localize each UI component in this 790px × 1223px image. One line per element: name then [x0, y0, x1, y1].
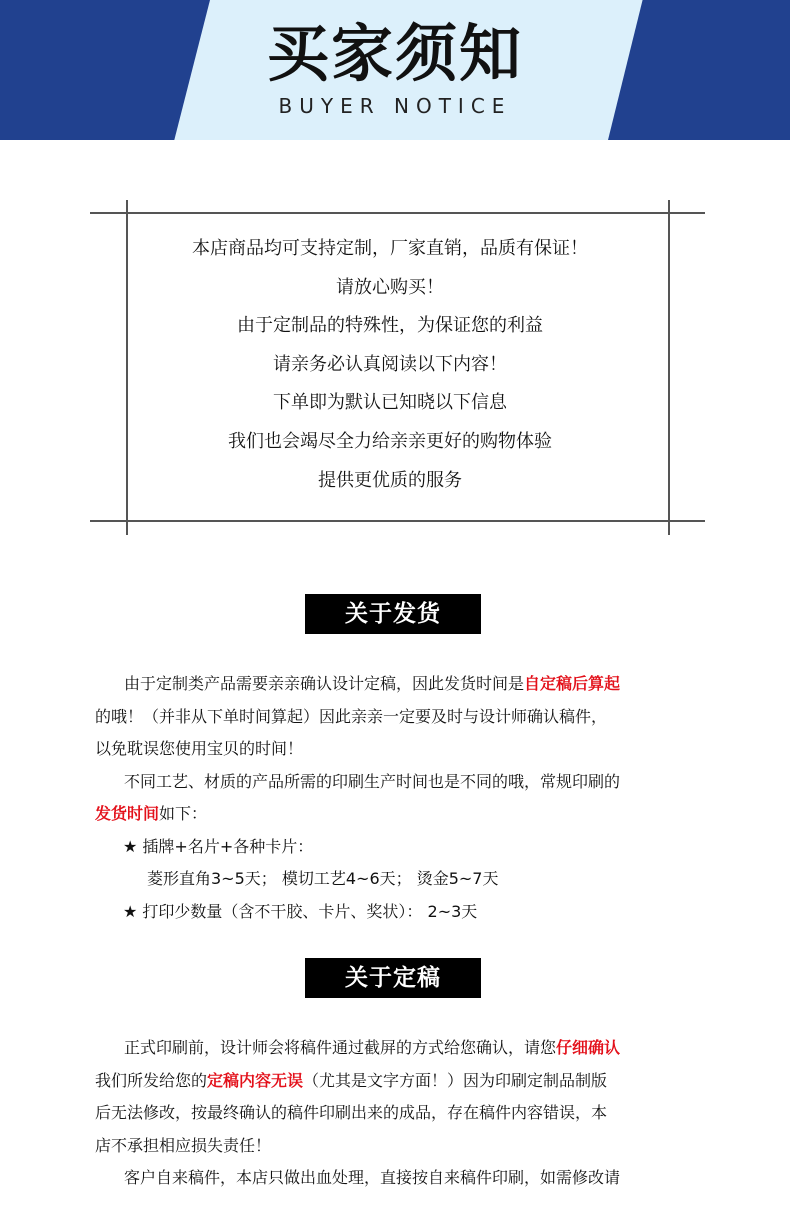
shipping-line: 不同工艺、材质的产品所需的印刷生产时间也是不同的哦，常规印刷的: [124, 771, 621, 791]
notice-line: 下单即为默认已知晓以下信息: [273, 392, 507, 414]
proof-text-span: 我们所发给您的: [95, 1070, 208, 1090]
shipping-section-title: 关于发货: [305, 594, 481, 634]
notice-line: 由于定制品的特殊性，为保证您的利益: [237, 315, 543, 337]
shipping-text-span: 如下：: [159, 804, 208, 823]
proof-text: [95, 1032, 705, 1195]
shipping-line: ★ 插牌+名片+各种卡片：: [123, 836, 314, 856]
proof-highlight: 仔细确认: [556, 1038, 621, 1057]
proof-line: 店不承担相应损失责任！: [95, 1135, 272, 1155]
proof-text-span: 正式印刷前，设计师会将稿件通过截屏的方式给您确认，请您: [124, 1038, 557, 1057]
notice-line: 我们也会竭尽全力给亲亲更好的购物体验: [228, 430, 552, 452]
shipping-highlight: 自定稿后算起: [524, 674, 621, 693]
proof-line: 后无法修改，按最终确认的稿件印刷出来的成品，存在稿件内容错误，本: [95, 1103, 608, 1122]
proof-line: 客户自来稿件，本店只做出血处理，直接按自来稿件印刷，如需修改请: [124, 1168, 621, 1187]
notice-line: 本店商品均可支持定制，厂家直销，品质有保证！: [192, 238, 588, 259]
notice-text: [90, 230, 690, 500]
notice-line: 请亲务必认真阅读以下内容！: [273, 353, 507, 375]
page-title: 买家须知: [266, 17, 523, 90]
proof-line: [95, 1032, 705, 1065]
shipping-highlight: 发货时间: [95, 804, 160, 823]
proof-highlight: 定稿内容无误: [207, 1070, 304, 1090]
proof-section-title: 关于定稿: [305, 958, 481, 998]
notice-line: 提供更优质的服务: [318, 469, 462, 491]
proof-text-span: （尤其是文字方面！）因为印刷定制品制版: [303, 1070, 608, 1090]
shipping-line: [95, 668, 705, 701]
shipping-text-span: 由于定制类产品需要亲亲确认设计定稿，因此发货时间是: [124, 674, 525, 693]
shipping-line: 菱形直角3~5天； 模切工艺4~6天； 烫金5~7天: [147, 869, 499, 888]
shipping-line: [95, 798, 705, 831]
shipping-line: 的哦！（并非从下单时间算起）因此亲亲一定要及时与设计师确认稿件，: [95, 706, 608, 726]
page-subtitle: BUYER NOTICE: [278, 94, 512, 118]
proof-line: [95, 1065, 705, 1098]
shipping-text: [95, 668, 705, 928]
notice-line: 请放心购买！: [336, 276, 444, 298]
header-banner: [0, 0, 790, 140]
frame-top-line: [90, 212, 705, 214]
shipping-line: ★ 打印少数量（含不干胶、卡片、奖状）： 2~3天: [123, 901, 478, 921]
shipping-line: 以免耽误您使用宝贝的时间！: [95, 739, 304, 758]
frame-bottom-line: [90, 520, 705, 522]
